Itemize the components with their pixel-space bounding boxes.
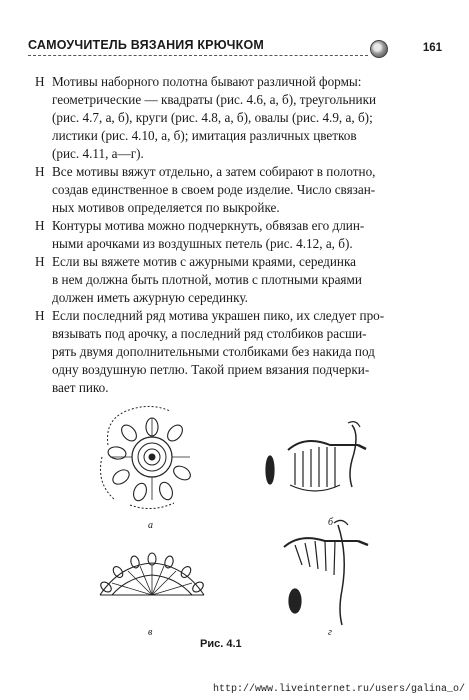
figure-drawings (90, 405, 390, 675)
text-line: рять двумя дополнительными столбиками без накида под (52, 344, 375, 359)
text-line: Если последний ряд мотива украшен пико, их следует про- (52, 308, 385, 323)
figure-label-g: г (328, 627, 332, 638)
diagram-b-hook-stitches (266, 422, 366, 491)
paragraph (35, 73, 437, 163)
figure-label-b: б (328, 517, 334, 528)
bullet-marker: H (35, 164, 45, 179)
figure-label-a: а (148, 520, 153, 531)
header-rule (28, 55, 368, 56)
text-line: должен иметь ажурную серединку. (52, 290, 248, 305)
text-line: Мотивы наборного полотна бывают различной формы: (52, 74, 362, 89)
figure-caption: Рис. 4.1 (200, 638, 242, 650)
paragraph (35, 163, 437, 217)
text-line: (рис. 4.7, а, б), круги (рис. 4.8, а, б), овалы (рис. 4.9, а, б); (52, 110, 373, 125)
text-line: одну воздушную петлю. Такой прием вязания подчерки- (52, 362, 370, 377)
bullet-marker: H (35, 74, 45, 89)
watermark-url: http://www.liveinternet.ru/users/galina_o/ (213, 684, 466, 695)
text-line: листики (рис. 4.10, а, б); имитация различных цветков (52, 128, 357, 143)
text-line: вает пико. (52, 380, 109, 395)
page-number: 161 (422, 42, 442, 54)
bullet-marker: H (35, 308, 45, 323)
paragraph (35, 307, 437, 397)
paragraph (35, 217, 437, 253)
diagram-a-circular-motif (101, 406, 193, 508)
bullet-marker: H (35, 218, 45, 233)
text-line: создав единственное в своем роде изделие. Число связан- (52, 182, 376, 197)
text-line: ными арочками из воздушных петель (рис. 4.12, а, б). (52, 236, 353, 251)
page-header (28, 36, 442, 58)
body-text (35, 73, 437, 397)
figure-label-v: в (148, 627, 153, 638)
text-line: Контуры мотива можно подчеркнуть, обвязав его длин- (52, 218, 365, 233)
text-line: ных мотивов определяется по выкройке. (52, 200, 280, 215)
diagram-g-hook-stitches (284, 520, 368, 625)
text-line: Все мотивы вяжут отдельно, а затем собирают в полотно, (52, 164, 376, 179)
text-line: Если вы вяжете мотив с ажурными краями, серединка (52, 254, 357, 269)
header-ornament-icon (370, 40, 388, 58)
text-line: в нем должна быть плотной, мотив с плотными краями (52, 272, 362, 287)
text-line: (рис. 4.11, а—г). (52, 146, 144, 161)
text-line: вязывать под арочку, а последний ряд столбиков расши- (52, 326, 367, 341)
text-line: геометрические — квадраты (рис. 4.6, а, б), треугольники (52, 92, 377, 107)
diagram-v-fan-motif (99, 553, 205, 595)
bullet-marker: H (35, 254, 45, 269)
figure-4-1 (90, 405, 390, 675)
running-title: САМОУЧИТЕЛЬ ВЯЗАНИЯ КРЮЧКОМ (28, 38, 264, 52)
paragraph (35, 253, 437, 307)
